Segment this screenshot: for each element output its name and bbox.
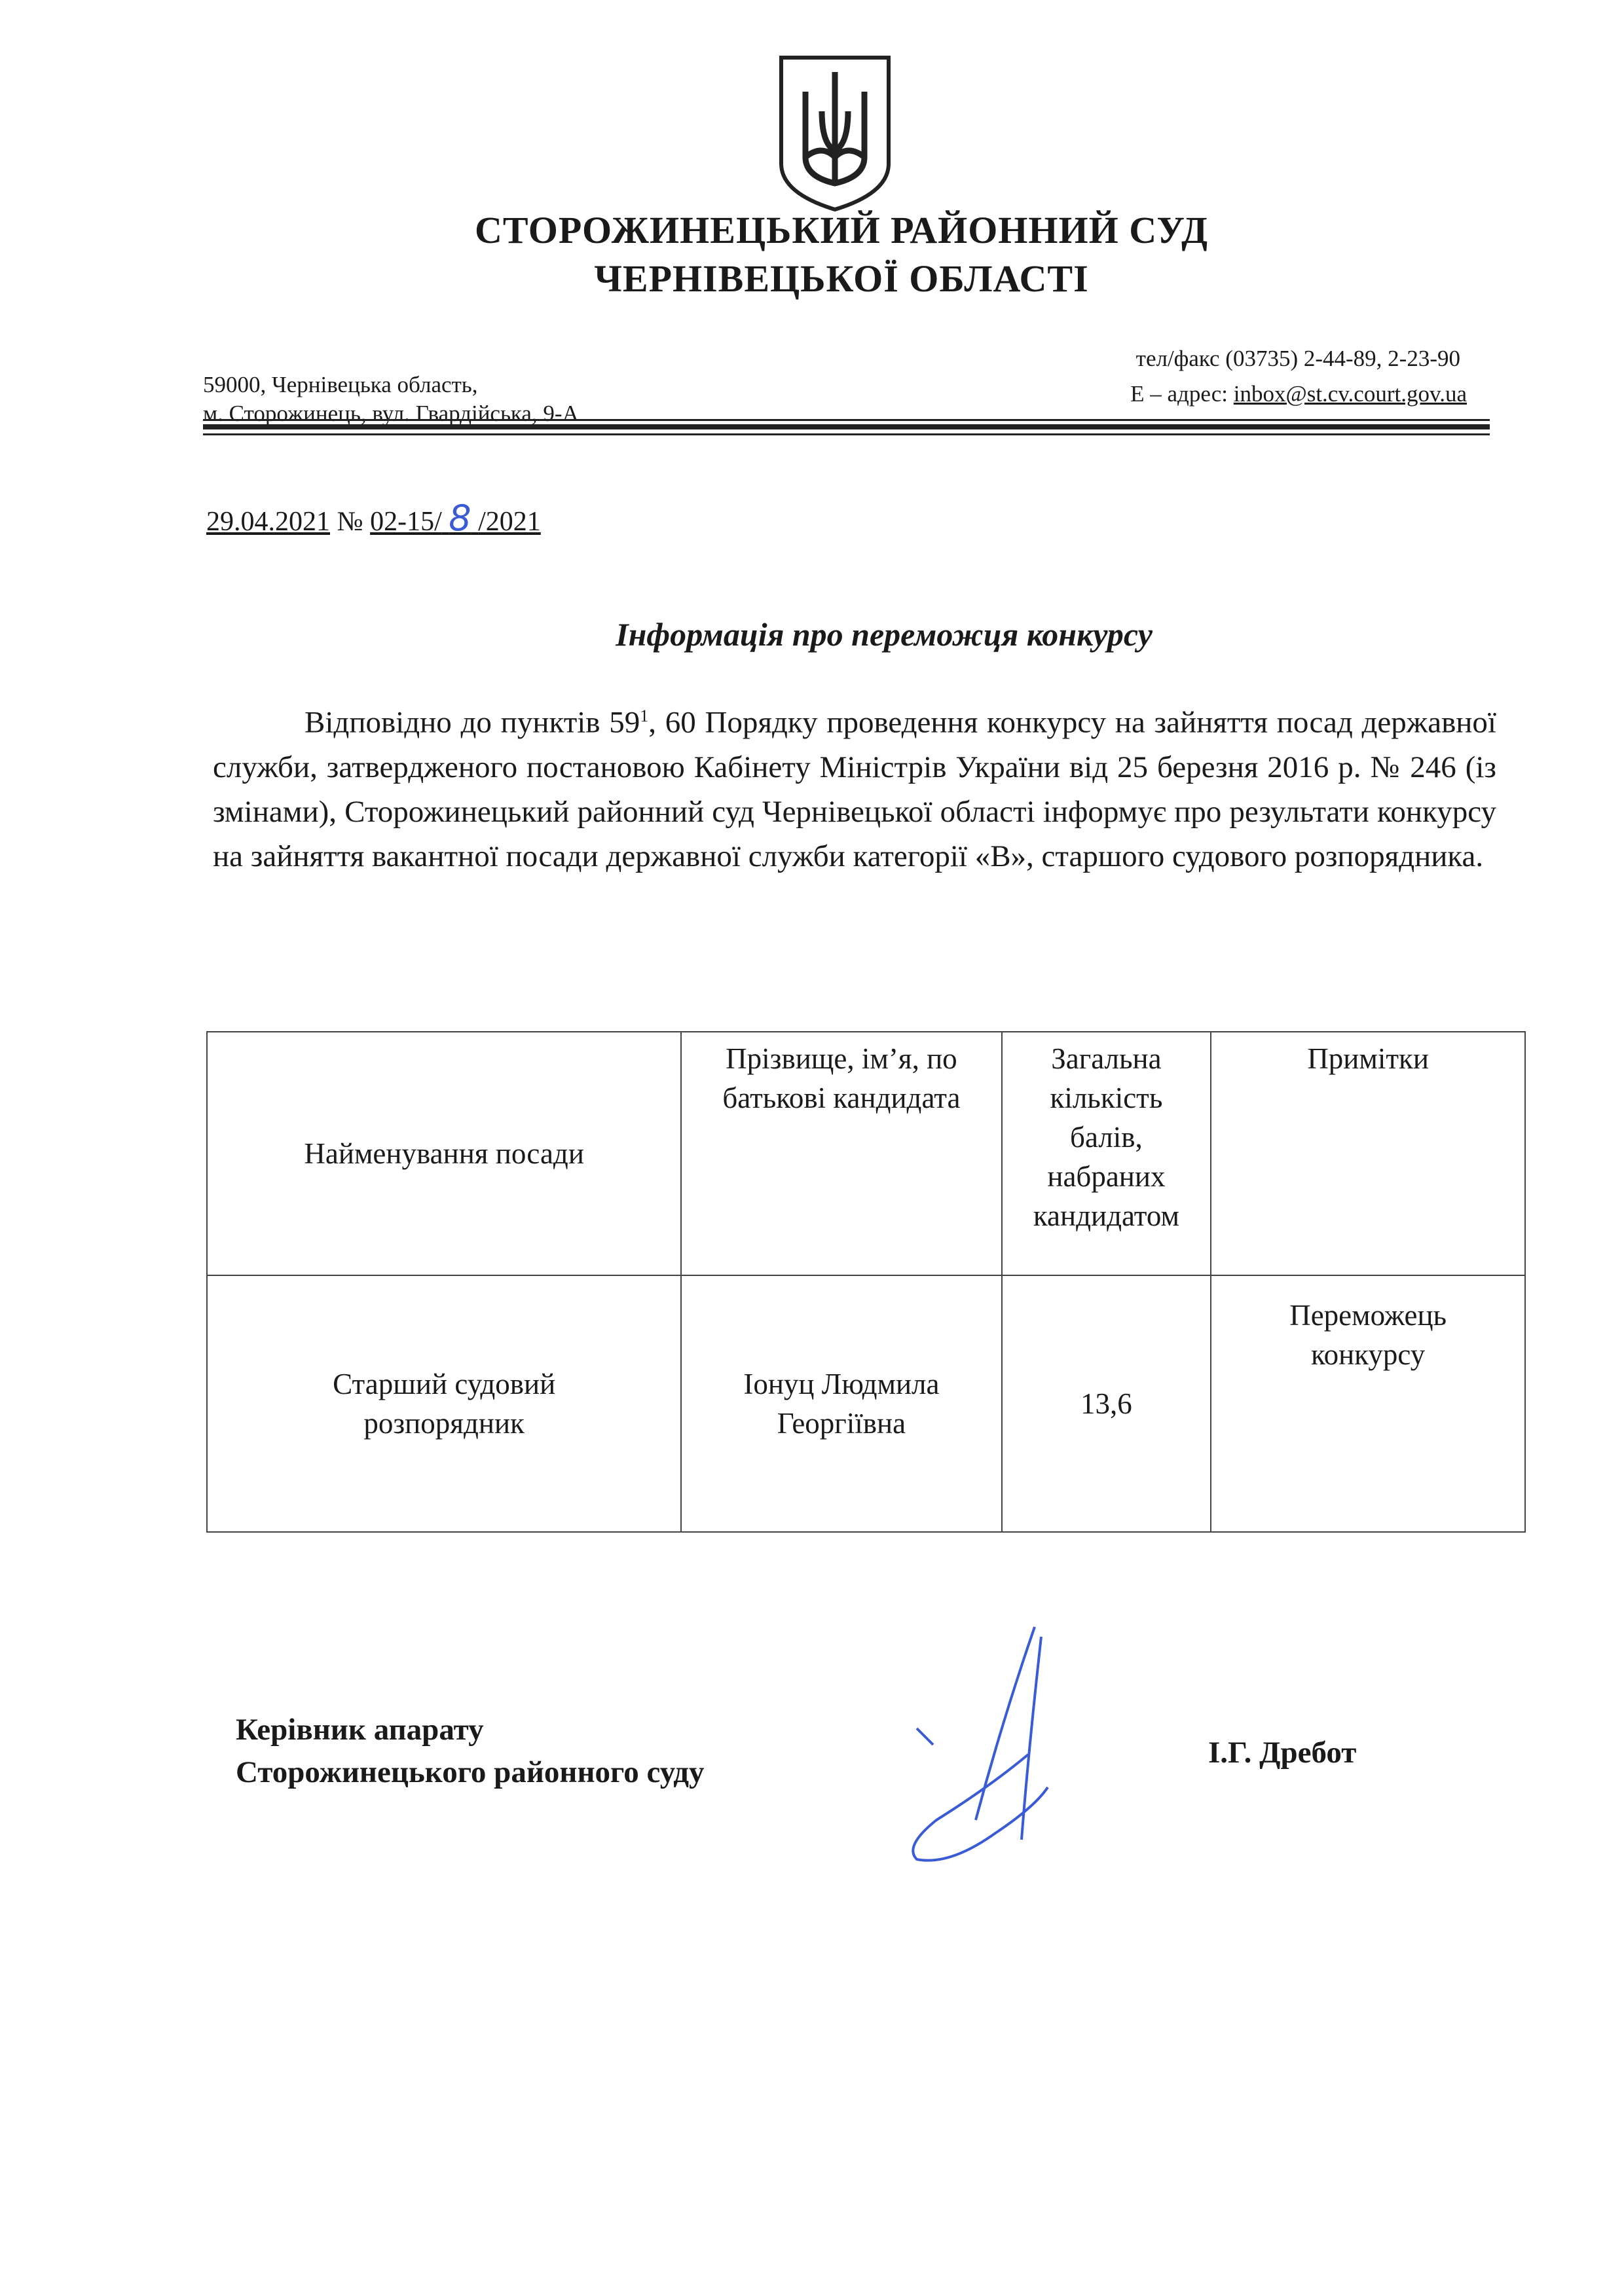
- header-divider-bottom: [203, 433, 1490, 435]
- address-line1: 59000, Чернівецька область,: [203, 372, 478, 397]
- body-superscript: 1: [640, 706, 649, 725]
- reference-line: [206, 498, 541, 539]
- email-label: Е – адрес:: [1130, 381, 1228, 407]
- body-paragraph: [213, 694, 1496, 879]
- header-position: Найменування посади: [207, 1032, 681, 1275]
- signatory-name: І.Г. Дребот: [1208, 1736, 1357, 1770]
- reference-date: 29.04.2021: [206, 507, 330, 537]
- email-link[interactable]: inbox@st.cv.court.gov.ua: [1233, 381, 1467, 407]
- document-heading: Інформація про переможця конкурсу: [616, 616, 1153, 653]
- signatory-position-line1: Керівник апарату: [236, 1713, 484, 1747]
- reference-number-prefix: 02-15/: [370, 507, 442, 537]
- results-table: [206, 1031, 1526, 1533]
- cell-total-score: 13,6: [1002, 1275, 1211, 1532]
- handwritten-signature: [897, 1624, 1067, 1872]
- header-divider-main: [203, 424, 1490, 429]
- reference-number-handwritten: 8: [449, 498, 471, 539]
- header-total-score: Загальна кількість балів, набраних кандидатом: [1002, 1032, 1211, 1275]
- header-notes: Примітки: [1211, 1032, 1525, 1275]
- court-name-line1: СТОРОЖИНЕЦЬКИЙ РАЙОННИЙ СУД: [475, 209, 1208, 251]
- table-row: [207, 1275, 1525, 1532]
- header-candidate-name: Прізвище, ім’я, по батькові кандидата: [681, 1032, 1001, 1275]
- body-text-start: Відповідно до пунктів 59: [304, 705, 640, 740]
- court-name-line2: ЧЕРНІВЕЦЬКОЇ ОБЛАСТІ: [594, 257, 1089, 300]
- email-line: [1130, 381, 1467, 407]
- cell-notes: Переможець конкурсу: [1211, 1275, 1525, 1532]
- cell-candidate-name: Іонуц Людмила Георгіївна: [681, 1275, 1001, 1532]
- address-line2: м. Сторожинець, вул. Гвардійська, 9-А: [203, 401, 579, 426]
- table-header-row: [207, 1032, 1525, 1275]
- signatory-position-line2: Сторожинецького районного суду: [236, 1755, 705, 1789]
- cell-position: Старший судовий розпорядник: [207, 1275, 681, 1532]
- number-sign: №: [337, 507, 363, 537]
- header-divider-top: [203, 419, 1490, 421]
- body-text-rest: , 60 Порядку проведення конкурсу на зайняття посад державної служби, затвердженого постановою Кабінету Міністрів України від 25 березня 2016 р. № 246 (із змінами), Сторожинецький районний суд Чернівецької області інформує про результати конкурсу на зайняття вакантної посади державної служби категорії «В», старшого судового розпорядника.: [213, 705, 1496, 873]
- reference-number-suffix: /2021: [478, 507, 541, 537]
- coat-of-arms-icon: [776, 52, 894, 213]
- phone: тел/факс (03735) 2-44-89, 2-23-90: [1135, 346, 1460, 371]
